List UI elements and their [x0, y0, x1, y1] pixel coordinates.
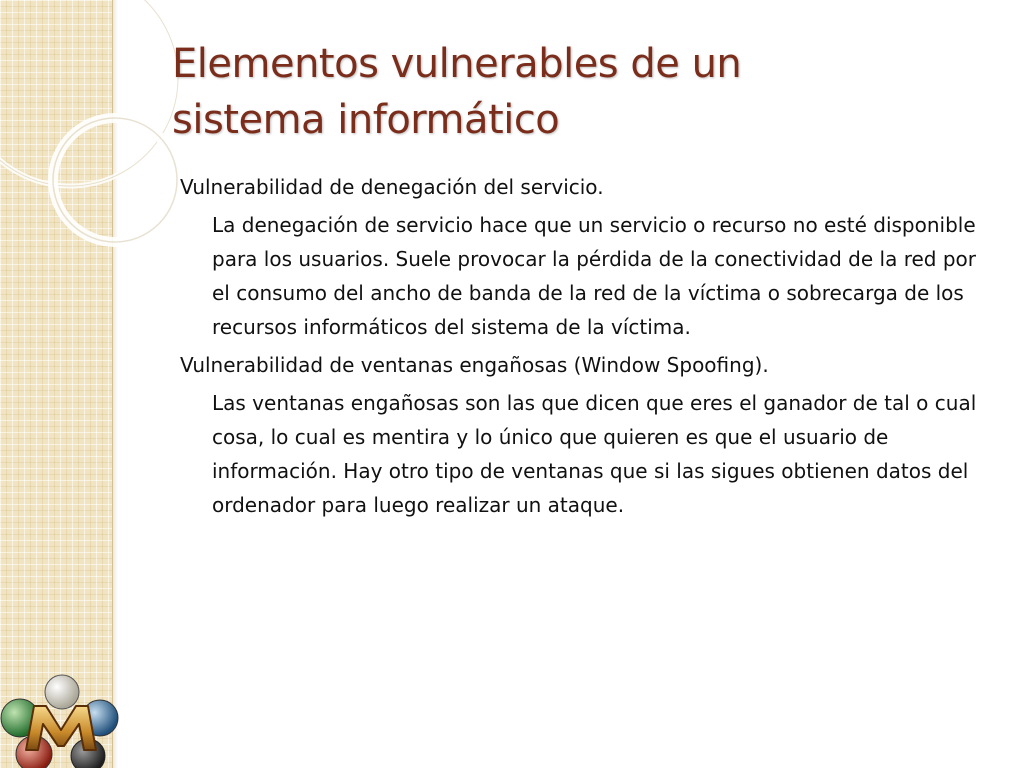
decorative-side-band — [0, 0, 113, 768]
bullet-heading-ventanas: Vulnerabilidad de ventanas engañosas (Window Spoofing). — [180, 353, 769, 377]
slide-title — [172, 36, 972, 148]
slide-title-line-1: Elementos vulnerables de un — [172, 41, 742, 87]
side-band-shadow — [112, 0, 118, 768]
bullet-heading-denegacion: Vulnerabilidad de denegación del servicio. — [180, 175, 604, 199]
bullet-body-ventanas: Las ventanas engañosas son las que dicen que eres el ganador de tal o cual cosa, lo cual es mentira y lo único que quieren es que el usuario de información. Hay otro tipo de ventanas que si las sigues obtienen datos del ordenador para luego realizar un ataque. — [212, 391, 977, 517]
magic-m-logo-icon — [0, 672, 122, 768]
bullet-body-denegacion: La denegación de servicio hace que un servicio o recurso no esté disponible para los usuarios. Suele provocar la pérdida de la conectividad de la red por el consumo del ancho de banda de la red de la víctima o sobrecarga de los recursos informáticos del sistema de la víctima. — [212, 213, 977, 339]
slide-title-line-2: sistema informático — [172, 97, 560, 143]
slide-content — [180, 170, 1000, 526]
